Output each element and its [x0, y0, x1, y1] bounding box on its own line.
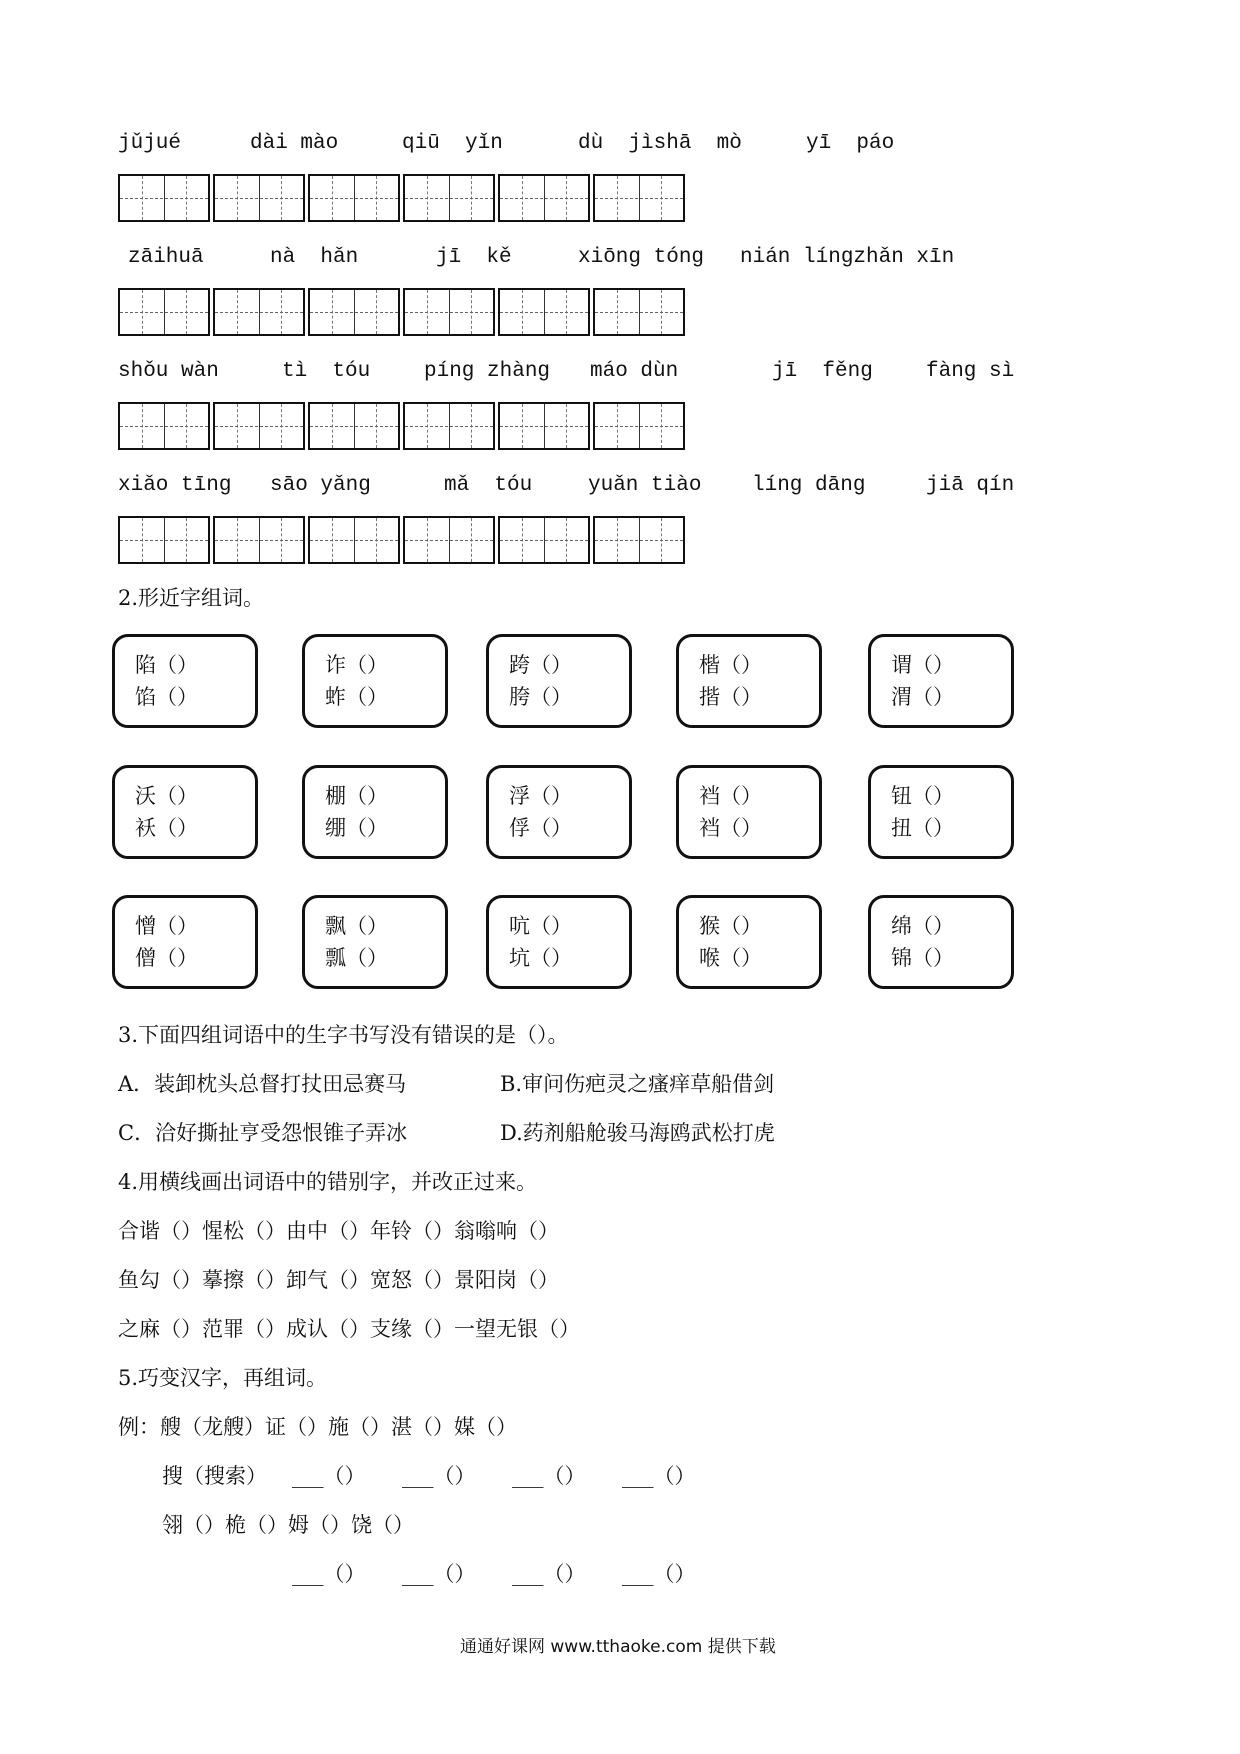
pinyin-word: xiōng tóng	[578, 246, 705, 269]
character-entry[interactable]: 棚（）	[325, 784, 388, 808]
writing-grid-box[interactable]	[213, 288, 305, 336]
pinyin-word: nà hǎn	[270, 246, 359, 269]
similar-character-box	[112, 765, 258, 859]
pinyin-word: jī fěng	[772, 360, 873, 383]
character-entry[interactable]: 袄（）	[135, 816, 198, 840]
pinyin-word: shǒu wàn	[118, 360, 219, 383]
character-entry[interactable]: 沃（）	[135, 784, 198, 808]
q3-title: 3.下面四组词语中的生字书写没有错误的是（）。	[118, 1023, 569, 1047]
q2-title: 2.形近字组词。	[118, 586, 265, 610]
pinyin-word: máo dùn	[590, 360, 679, 383]
q5-title: 5.巧变汉字，再组词。	[118, 1366, 328, 1390]
q4-line-3: 之麻（）范罪（）成认（）支缘（）一望无银（）	[118, 1317, 580, 1341]
writing-grid-box[interactable]	[593, 174, 685, 222]
pinyin-word: nián língzhǎn xīn	[740, 246, 955, 269]
q3-option-a: A．装卸枕头总督打扙田忌赛马	[118, 1072, 407, 1096]
pinyin-word: jī kě	[436, 246, 512, 269]
similar-character-box	[112, 895, 258, 989]
writing-grid-row	[118, 402, 688, 450]
pinyin-word: yuǎn tiào	[588, 474, 702, 497]
character-entry[interactable]: 跨（）	[509, 653, 572, 677]
q3-option-c: C．洽好撕扯亨受怨恨锥子弄冰	[118, 1121, 408, 1145]
similar-character-box	[302, 634, 448, 728]
similar-character-box	[486, 634, 632, 728]
character-entry[interactable]: 裆（）	[699, 816, 762, 840]
writing-grid-box[interactable]	[118, 402, 210, 450]
character-entry[interactable]: 馅（）	[135, 685, 198, 709]
character-entry[interactable]: 扭（）	[891, 816, 954, 840]
writing-grid-box[interactable]	[498, 174, 590, 222]
q5-blank: ___（）	[292, 1464, 366, 1488]
writing-grid-box[interactable]	[308, 288, 400, 336]
pinyin-word: xiǎo tīng	[118, 474, 232, 497]
character-entry[interactable]: 吭（）	[509, 914, 572, 938]
writing-grid-box[interactable]	[403, 402, 495, 450]
writing-grid-box[interactable]	[213, 174, 305, 222]
character-entry[interactable]: 绵（）	[891, 914, 954, 938]
similar-character-box	[112, 634, 258, 728]
writing-grid-box[interactable]	[308, 402, 400, 450]
character-entry[interactable]: 渭（）	[891, 685, 954, 709]
similar-character-box	[302, 765, 448, 859]
character-entry[interactable]: 揩（）	[699, 685, 762, 709]
pinyin-word: zāihuā	[128, 246, 204, 269]
character-entry[interactable]: 俘（）	[509, 816, 572, 840]
writing-grid-box[interactable]	[308, 516, 400, 564]
q4-line-1: 合谐（）惺松（）由中（）年铃（）翁嗡响（）	[118, 1219, 559, 1243]
similar-character-box	[676, 765, 822, 859]
q3-option-b: B.审问伤疤灵之瘙痒草船借剑	[500, 1072, 775, 1096]
similar-character-box	[486, 765, 632, 859]
writing-grid-row	[118, 174, 688, 222]
writing-grid-box[interactable]	[593, 402, 685, 450]
writing-grid-row	[118, 516, 688, 564]
character-entry[interactable]: 胯（）	[509, 685, 572, 709]
similar-character-box	[868, 634, 1014, 728]
character-entry[interactable]: 坑（）	[509, 946, 572, 970]
character-entry[interactable]: 喉（）	[699, 946, 762, 970]
writing-grid-box[interactable]	[498, 516, 590, 564]
character-entry[interactable]: 浮（）	[509, 784, 572, 808]
q5-blank: ___（）	[292, 1562, 366, 1586]
character-entry[interactable]: 蚱（）	[325, 685, 388, 709]
pinyin-word: jiā qín	[926, 474, 1015, 497]
q5-blank: ___（）	[402, 1464, 476, 1488]
similar-character-box	[868, 765, 1014, 859]
q5-blank: ___（）	[512, 1562, 586, 1586]
q5-example-line: 例：艘（龙艘）证（）施（）湛（）媒（）	[118, 1415, 517, 1439]
character-entry[interactable]: 憎（）	[135, 914, 198, 938]
pinyin-word: yī páo	[806, 132, 895, 155]
character-entry[interactable]: 楷（）	[699, 653, 762, 677]
pinyin-word: jǔjué	[118, 132, 182, 155]
writing-grid-box[interactable]	[118, 174, 210, 222]
writing-grid-box[interactable]	[403, 516, 495, 564]
writing-grid-box[interactable]	[498, 402, 590, 450]
writing-grid-box[interactable]	[213, 402, 305, 450]
writing-grid-row	[118, 288, 688, 336]
character-entry[interactable]: 锦（）	[891, 946, 954, 970]
character-entry[interactable]: 飘（）	[325, 914, 388, 938]
character-entry[interactable]: 裆（）	[699, 784, 762, 808]
pinyin-word: qiū yǐn	[402, 132, 503, 155]
character-entry[interactable]: 猴（）	[699, 914, 762, 938]
q5-blank: ___（）	[622, 1562, 696, 1586]
pinyin-word: mǎ tóu	[444, 474, 533, 497]
pinyin-word: fàng sì	[926, 360, 1015, 383]
pinyin-word: sāo yǎng	[270, 474, 371, 497]
similar-character-box	[302, 895, 448, 989]
q5-blank: ___（）	[512, 1464, 586, 1488]
q5-search-prefix: 搜（搜索）	[162, 1464, 267, 1488]
character-entry[interactable]: 瓢（）	[325, 946, 388, 970]
similar-character-box	[486, 895, 632, 989]
writing-grid-box[interactable]	[403, 288, 495, 336]
writing-grid-box[interactable]	[593, 516, 685, 564]
character-entry[interactable]: 诈（）	[325, 653, 388, 677]
similar-character-box	[676, 895, 822, 989]
writing-grid-box[interactable]	[593, 288, 685, 336]
q5-blank: ___（）	[622, 1464, 696, 1488]
pinyin-word: dù jìshā mò	[578, 132, 742, 155]
character-entry[interactable]: 僧（）	[135, 946, 198, 970]
character-entry[interactable]: 陷（）	[135, 653, 198, 677]
writing-grid-box[interactable]	[403, 174, 495, 222]
pinyin-word: líng dāng	[752, 474, 866, 497]
similar-character-box	[676, 634, 822, 728]
page-footer: 通通好课网 www.tthaoke.com 提供下载	[460, 1637, 776, 1657]
pinyin-word: dài mào	[250, 132, 339, 155]
q4-title: 4.用横线画出词语中的错别字，并改正过来。	[118, 1170, 538, 1194]
writing-grid-box[interactable]	[308, 174, 400, 222]
pinyin-word: píng zhàng	[424, 360, 551, 383]
character-entry[interactable]: 钮（）	[891, 784, 954, 808]
writing-grid-box[interactable]	[498, 288, 590, 336]
q4-line-2: 鱼勾（）摹擦（）卸气（）宽怒（）景阳岗（）	[118, 1268, 559, 1292]
writing-grid-box[interactable]	[118, 288, 210, 336]
q3-option-d: D.药剂船舱骏马海鸥武松打虎	[500, 1121, 775, 1145]
q5-line-3: 翎（）桅（）姆（）饶（）	[162, 1513, 414, 1537]
q5-blank: ___（）	[402, 1562, 476, 1586]
similar-character-box	[868, 895, 1014, 989]
pinyin-word: tì tóu	[282, 360, 371, 383]
character-entry[interactable]: 谓（）	[891, 653, 954, 677]
character-entry[interactable]: 绷（）	[325, 816, 388, 840]
writing-grid-box[interactable]	[118, 516, 210, 564]
writing-grid-box[interactable]	[213, 516, 305, 564]
